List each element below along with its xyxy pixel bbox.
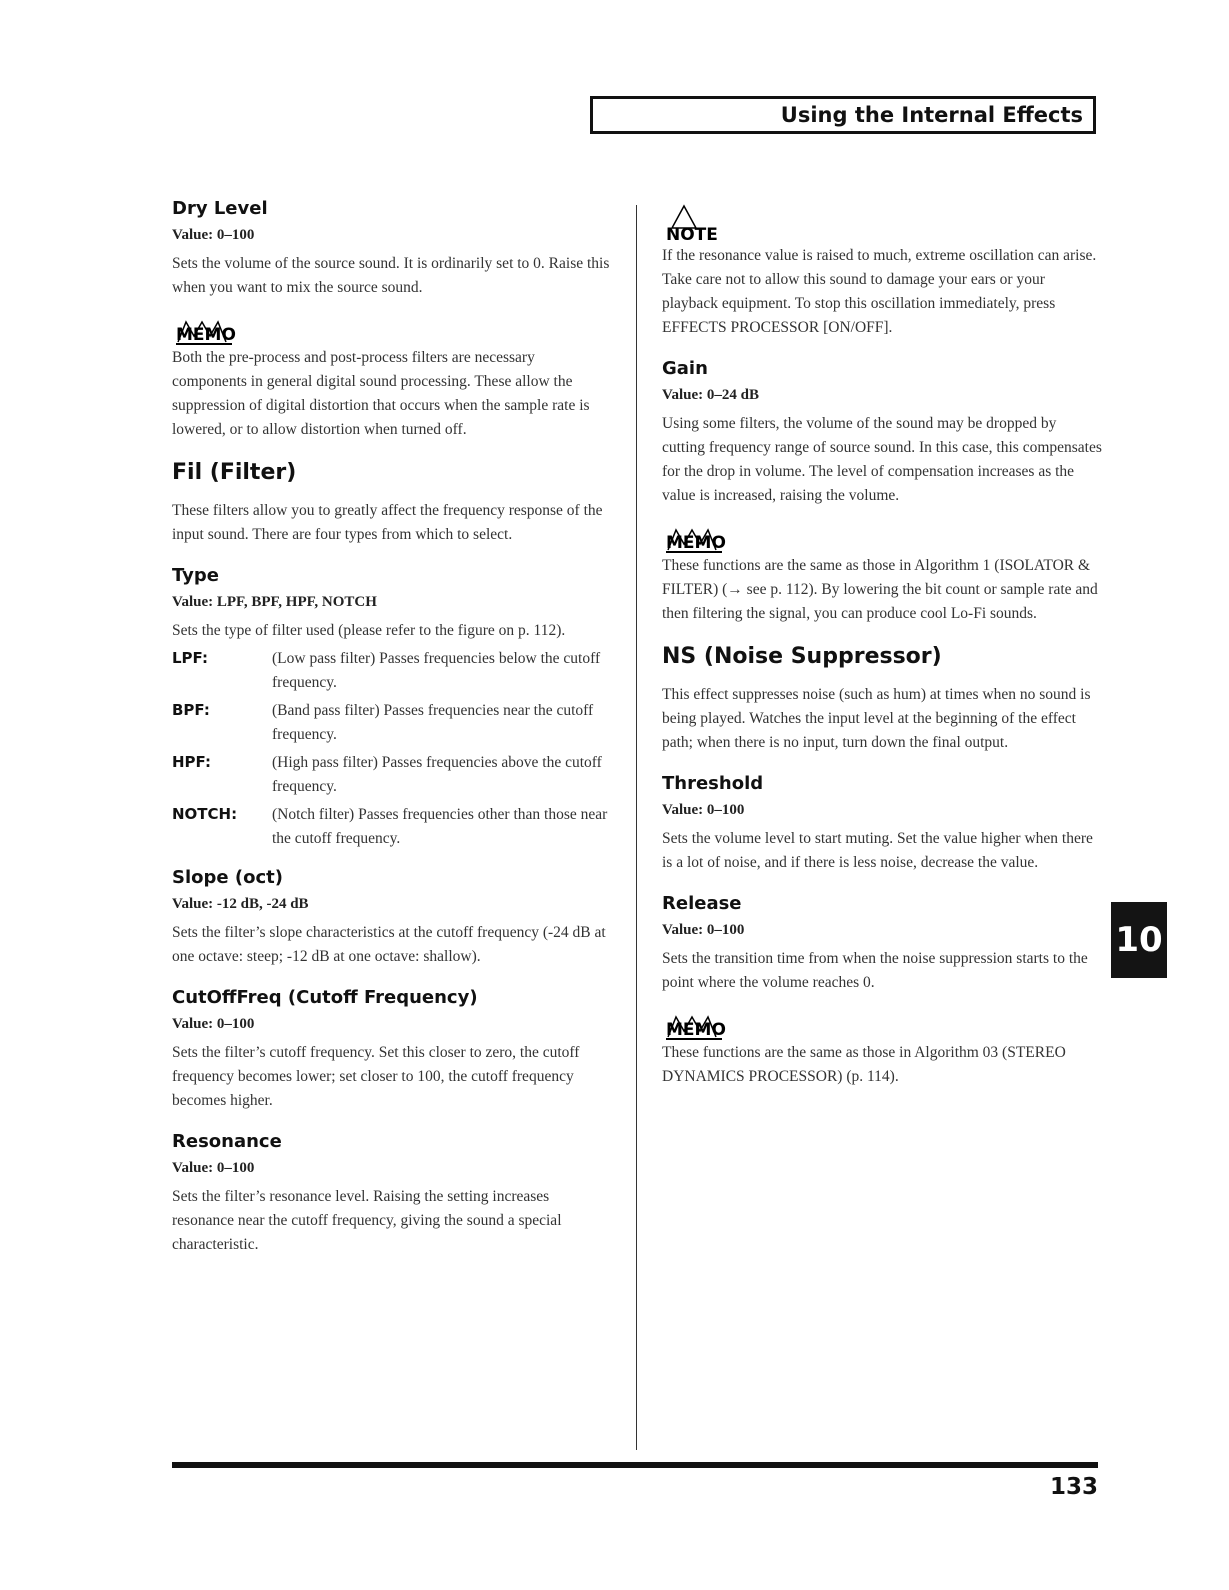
page-header-title: Using the Internal Effects [780, 103, 1083, 127]
threshold-value: Value: 0–100 [662, 802, 745, 818]
chapter-tab: 10 [1111, 902, 1167, 978]
page-number: 133 [1049, 1474, 1098, 1500]
cutoff-heading: CutOffFreq (Cutoff Frequency) [172, 987, 478, 1008]
ns-heading: NS (Noise Suppressor) [662, 644, 942, 669]
filter-type-key: HPF: [172, 753, 211, 771]
column-divider [636, 205, 637, 1450]
ns-text: This effect suppresses noise (such as hum) at times when no sound is being played. Watches the input level at the beginning of the effect path; when there is no input, turn down the final output. [662, 686, 1091, 751]
dry-level-value: Value: 0–100 [172, 227, 255, 243]
slope-value: Value: -12 dB, -24 dB [172, 896, 309, 912]
dry-level-heading: Dry Level [172, 198, 268, 219]
note-text: If the resonance value is raised to much, extreme oscillation can arise. Take care not to allow this sound to damage your ears or your playback equipment. To stop this oscillation immediately, press EFFECTS PROCESSOR [ON/OFF]. [662, 247, 1097, 336]
type-text: Sets the type of filter used (please refer to the figure on p. 112). [172, 622, 566, 639]
memo-icon [172, 318, 236, 346]
filter-type-list [172, 647, 612, 851]
dry-level-text: Sets the volume of the source sound. It is ordinarily set to 0. Raise this when you want to mix the source sound. [172, 255, 610, 296]
type-value: Value: LPF, BPF, HPF, NOTCH [172, 594, 377, 610]
slope-heading: Slope (oct) [172, 867, 283, 888]
resonance-value: Value: 0–100 [172, 1160, 255, 1176]
cutoff-text: Sets the filter’s cutoff frequency. Set this closer to zero, the cutoff frequency becomes lower; set closer to 100, the cutoff frequency becomes higher. [172, 1044, 580, 1109]
memo-text-2: These functions are the same as those in Algorithm 1 (ISOLATOR & FILTER) (→ see p. 112). By lowering the bit count or sample rate and then filtering the signal, you can produce cool Lo-Fi sounds. [662, 557, 1098, 622]
svg-text:MEMO: MEMO [666, 533, 726, 553]
left-column [172, 198, 612, 1275]
threshold-heading: Threshold [662, 773, 764, 794]
resonance-text: Sets the filter’s resonance level. Raising the setting increases resonance near the cutoff frequency, giving the sound a special characteristic. [172, 1188, 562, 1253]
filter-type-key: BPF: [172, 701, 210, 719]
fil-heading: Fil (Filter) [172, 460, 297, 485]
header-box [590, 96, 1096, 134]
cutoff-value: Value: 0–100 [172, 1016, 255, 1032]
svg-text:NOTE: NOTE [666, 225, 718, 244]
release-heading: Release [662, 893, 742, 914]
gain-heading: Gain [662, 358, 708, 379]
filter-type-key: NOTCH: [172, 805, 238, 823]
filter-type-desc: (Band pass filter) Passes frequencies near the cutoff frequency. [272, 702, 594, 743]
gain-text: Using some filters, the volume of the sound may be dropped by cutting frequency range of source sound. In this case, this compensates for the drop in volume. The level of compensation increases as the value is increased, raising the volume. [662, 415, 1102, 504]
type-heading: Type [172, 565, 219, 586]
release-value: Value: 0–100 [662, 922, 745, 938]
filter-type-desc: (High pass filter) Passes frequencies above the cutoff frequency. [272, 754, 602, 795]
memo-text-1: Both the pre-process and post-process filters are necessary components in general digital sound processing. These allow the suppression of digital distortion that occurs when the sample rate is lowered, or to allow distortion when turned off. [172, 349, 590, 438]
filter-type-desc: (Notch filter) Passes frequencies other than those near the cutoff frequency. [272, 806, 608, 847]
filter-type-desc: (Low pass filter) Passes frequencies below the cutoff frequency. [272, 650, 601, 691]
svg-text:MEMO: MEMO [666, 1020, 726, 1040]
resonance-heading: Resonance [172, 1131, 282, 1152]
footer-rule [172, 1462, 1098, 1468]
threshold-text: Sets the volume level to start muting. Set the value higher when there is a lot of noise, and if there is less noise, decrease the value. [662, 830, 1093, 871]
svg-text:MEMO: MEMO [176, 325, 236, 345]
memo-icon [662, 526, 726, 554]
filter-type-key: LPF: [172, 649, 208, 667]
memo-text-3: These functions are the same as those in Algorithm 03 (STEREO DYNAMICS PROCESSOR) (p. 114). [662, 1044, 1066, 1085]
memo-icon [662, 1013, 726, 1041]
gain-value: Value: 0–24 dB [662, 387, 759, 403]
slope-text: Sets the filter’s slope characteristics at the cutoff frequency (-24 dB at one octave: steep; -12 dB at one octave: shallow). [172, 924, 606, 965]
release-text: Sets the transition time from when the noise suppression starts to the point where the volume reaches 0. [662, 950, 1088, 991]
right-column [662, 198, 1102, 1107]
note-icon [662, 202, 726, 244]
fil-text: These filters allow you to greatly affect the frequency response of the input sound. There are four types from which to select. [172, 502, 603, 543]
